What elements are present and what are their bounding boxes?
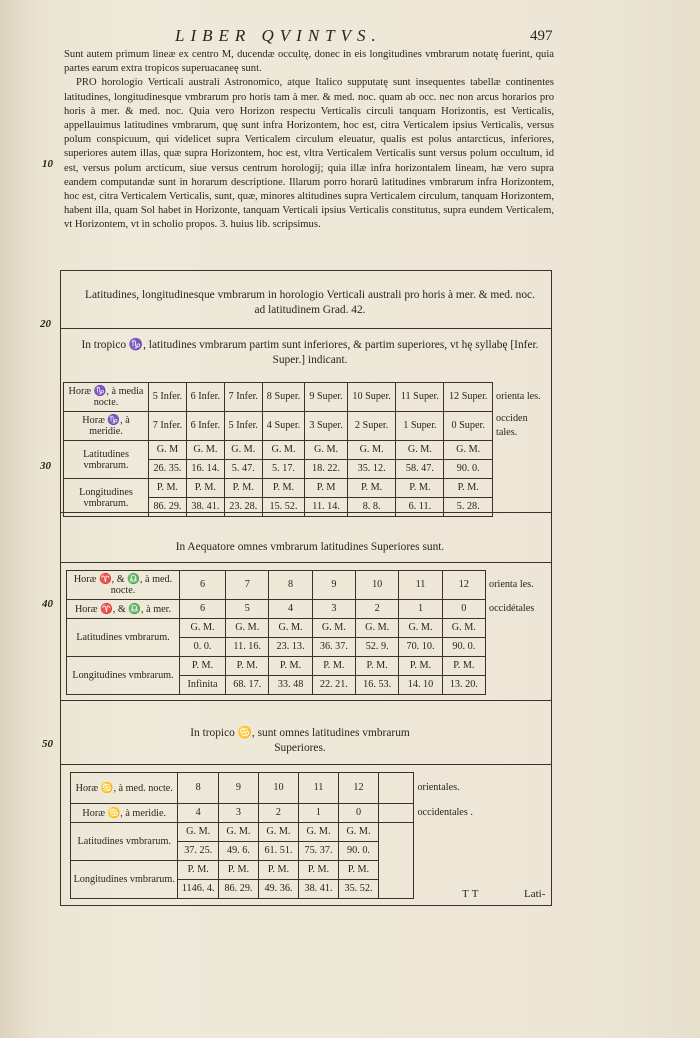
table-cell: G. M. — [305, 441, 348, 460]
table-cell: 6 — [180, 600, 226, 619]
caption-rule-1 — [60, 328, 552, 329]
table-cell: 75. 37. — [298, 842, 338, 861]
table-cell: 10 — [356, 571, 399, 600]
table-cell: 2 — [356, 600, 399, 619]
row-label: Latitudines vmbrarum. — [71, 823, 178, 861]
table-cell: P. M. — [356, 657, 399, 676]
table-cell: G. M. — [312, 619, 355, 638]
table-cell: 3 — [312, 600, 355, 619]
table-cell: 12 — [338, 773, 378, 804]
catchword: Lati- — [524, 888, 546, 900]
table-cell: 10 Super. — [347, 383, 396, 412]
side-blank — [493, 441, 548, 517]
table-cell: 11. 14. — [305, 498, 348, 517]
table-cell: G. M. — [396, 441, 444, 460]
running-title: LIBER QVINTVS. — [175, 26, 382, 45]
row-label: Longitudines vmbrarum. — [67, 657, 180, 695]
table-cell: 86. 29. — [218, 880, 258, 899]
table-cell: G. M. — [338, 823, 378, 842]
table-cell: G. M. — [224, 441, 262, 460]
table-cell: 1 Super. — [396, 412, 444, 441]
table-cell: 1 — [298, 804, 338, 823]
table-cell: 22. 21. — [312, 676, 355, 695]
table-cell: G. M — [149, 441, 187, 460]
table-cell: 6. 11. — [396, 498, 444, 517]
table-cell: P. M. — [262, 479, 305, 498]
table-cell: 12 — [442, 571, 485, 600]
caption-rule-2 — [60, 562, 552, 563]
row-label: Horæ ♋, à meridie. — [71, 804, 178, 823]
table-row — [71, 773, 511, 804]
margin-number-30: 30 — [40, 460, 51, 472]
paragraph-2: PRO horologio Verticali australi Astronomico, atque Italico supputatę sunt insequentes tabellæ continentes latitudines, longitudinesque vmbrarum pro horis tam à mer. & med. noc. quam ab occ. nec non arcus horarios pro horis à mer. & med. noc. Quia vero Horizon respectu Verticalis circuli tanquam Horizontis, est Verticalis, appellauimus latitudines vmbrarum, quę sunt infra Horizontem, hoc est, citra Verticalem ipsius Verticalis, versus polum conspicuum, qui videlicet supra Verticalem circulum eleuatur, qualis est polus antarcticus, inferiores, superiores autem illas, quæ supra Horizontem, hoc est, vltra Verticalem Verticalis sunt versus polum occultum, id est, versus polum arcticum, siue versus centrum horologij; quia illæ infra horizontalem lineam, hæ vero supra eandem computandæ sunt in horarum descriptione. Illarum porro horarũ latitudines vmbrarum infra Horizontem, hoc est, citra Verticalem Verticalis, sunt, quæ, minores altitudines supra Verticalem circulum, tanquam Horizontem, habent illa, quam Sol habet in Horizonte, tanquam Verticali ipsius Verticalis constitutus, supra eundem Verticalem, vt Horizontem, vt in scholio propos. 3. huius lib. scripsimus. — [64, 77, 554, 231]
frame-top-rule — [60, 270, 552, 271]
table-cell: 6 Infer. — [186, 412, 224, 441]
table-cell: 7 Infer. — [149, 412, 187, 441]
side-label-orientales: orienta les. — [496, 391, 541, 402]
table-row — [67, 619, 545, 638]
table-cell: 0 — [442, 600, 485, 619]
side-label-orientales: orienta les. — [489, 579, 534, 590]
table-row — [71, 804, 511, 823]
table-cell: G. M. — [180, 619, 226, 638]
table-cell: 61. 51. — [258, 842, 298, 861]
row-label: Horæ ♈, & ♎, à med. nocte. — [67, 571, 180, 600]
table-cancer — [70, 772, 510, 899]
table-cell: P. M. — [347, 479, 396, 498]
table-cell: 13. 20. — [442, 676, 485, 695]
table-cell: 12 Super. — [444, 383, 493, 412]
table-cell: 23. 28. — [224, 498, 262, 517]
table-cell: 16. 14. — [186, 460, 224, 479]
table-cell: P. M. — [226, 657, 269, 676]
table-cell: P. M. — [396, 479, 444, 498]
margin-number-50: 50 — [42, 738, 53, 750]
table-cell: 86. 29. — [149, 498, 187, 517]
table-cell: 49. 6. — [218, 842, 258, 861]
table-cell: 2 — [258, 804, 298, 823]
caption-capricorn: In tropico ♑, latitudines vmbrarum partim sunt inferiores, & partim superiores, vt hę syllabę [Infer. Super.] indicant. — [81, 339, 539, 366]
table-row — [64, 441, 548, 460]
side-label-occidentales: occiden tales. — [496, 413, 528, 438]
margin-number-10: 10 — [42, 158, 53, 170]
table-cell: G. M. — [186, 441, 224, 460]
table-cell: 10 — [258, 773, 298, 804]
table-row — [67, 657, 545, 676]
table-cell: 4 — [178, 804, 218, 823]
table-cell: 5. 47. — [224, 460, 262, 479]
table-cell: 35. 52. — [338, 880, 378, 899]
row-label: Horæ ♑, à media nocte. — [64, 383, 149, 412]
side-label-occidentales: occidétales — [489, 603, 535, 614]
empty-cell — [379, 773, 414, 804]
table-cell: 7 — [226, 571, 269, 600]
table-cell: 6 — [180, 571, 226, 600]
table-cell: 8. 8. — [347, 498, 396, 517]
table-row — [71, 823, 511, 842]
row-label: Horæ ♈, & ♎, à mer. — [67, 600, 180, 619]
table-cell: 9 Super. — [305, 383, 348, 412]
table-cell: G. M. — [347, 441, 396, 460]
row-label: Horæ ♑, à meridie. — [64, 412, 149, 441]
table-cell: P. M. — [180, 657, 226, 676]
table-cell: 90. 0. — [444, 460, 493, 479]
row-label: Horæ ♋, à med. nocte. — [71, 773, 178, 804]
table-cell: G. M. — [258, 823, 298, 842]
table-row — [64, 412, 548, 441]
table-cell: 1146. 4. — [178, 880, 218, 899]
margin-number-40: 40 — [42, 598, 53, 610]
table-cell: 11 Super. — [396, 383, 444, 412]
table-cell: P. M. — [258, 861, 298, 880]
table-cell: P. M — [305, 479, 348, 498]
table-cell: 3 Super. — [305, 412, 348, 441]
table-cell: 1 — [399, 600, 442, 619]
table2-rule — [60, 700, 552, 701]
table-cell: G. M. — [399, 619, 442, 638]
table-cell: P. M. — [442, 657, 485, 676]
row-label: Longitudines vmbrarum. — [64, 479, 149, 517]
table-cell: P. M. — [338, 861, 378, 880]
table-row — [67, 571, 545, 600]
table-cell: P. M. — [312, 657, 355, 676]
table-cell: 4 Super. — [262, 412, 305, 441]
caption-rule-3 — [60, 764, 552, 765]
table-cell: P. M. — [218, 861, 258, 880]
table-row — [64, 383, 548, 412]
caption-cancer: In tropico ♋, sunt omnes latitudines vmbrarum Superiores. — [190, 727, 410, 754]
table-row — [67, 600, 545, 619]
table-cell: 0. 0. — [180, 638, 226, 657]
table-cell: 70. 10. — [399, 638, 442, 657]
table-cell: 9 — [218, 773, 258, 804]
side-label-occidentales: occidentales . — [417, 807, 473, 818]
row-label: Latitudines vmbrarum. — [64, 441, 149, 479]
table-cell: 5. 17. — [262, 460, 305, 479]
table-cell: 38. 41. — [298, 880, 338, 899]
table-cell: 16. 53. — [356, 676, 399, 695]
table-cell: 38. 41. — [186, 498, 224, 517]
body-text — [64, 48, 554, 233]
table-cell: 35. 12. — [347, 460, 396, 479]
table-cell: P. M. — [298, 861, 338, 880]
table-cell: 18. 22. — [305, 460, 348, 479]
empty-cell — [379, 804, 414, 823]
table-cell: 5. 28. — [444, 498, 493, 517]
table-cell: 5 Infer. — [149, 383, 187, 412]
row-label: Longitudines vmbrarum. — [71, 861, 178, 899]
table-cell: 9 — [312, 571, 355, 600]
table-cell: Infinita — [180, 676, 226, 695]
side-label-orientales: orientales. — [417, 782, 460, 793]
table-cell: 23. 13. — [269, 638, 312, 657]
main-caption: Latitudines, longitudinesque vmbrarum in horologio Verticali australi pro horis à mer. & med. noc. ad latitudinem Grad. 42. — [85, 289, 535, 316]
table-cell: 2 Super. — [347, 412, 396, 441]
frame-bottom-rule — [60, 905, 552, 906]
page-number: 497 — [530, 28, 553, 44]
table-cell: G. M. — [218, 823, 258, 842]
paragraph-1: Sunt autem primum lineæ ex centro M, ducendæ occultę, donec in eis longitudines vmbrarum notatę fuerint, quia partes earum extra tropicos superuacaneę sunt. — [64, 49, 554, 75]
table-cell: 8 Super. — [262, 383, 305, 412]
table-cell: G. M. — [444, 441, 493, 460]
table-cell: 68. 17. — [226, 676, 269, 695]
table-capricorn — [63, 382, 547, 517]
table-cell: G. M. — [298, 823, 338, 842]
table-cell: 11 — [399, 571, 442, 600]
table-aequator — [66, 570, 544, 695]
table-cell: P. M. — [399, 657, 442, 676]
row-label: Latitudines vmbrarum. — [67, 619, 180, 657]
table-cell: 6 Infer. — [186, 383, 224, 412]
table-cell: 7 Infer. — [224, 383, 262, 412]
table-cell: P. M. — [224, 479, 262, 498]
table-cell: 49. 36. — [258, 880, 298, 899]
empty-cell — [379, 823, 414, 899]
table-cell: 26. 35. — [149, 460, 187, 479]
table-cell: 15. 52. — [262, 498, 305, 517]
table-cell: 0 — [338, 804, 378, 823]
table-cell: 58. 47. — [396, 460, 444, 479]
table-cell: 33. 48 — [269, 676, 312, 695]
table-cell: 8 — [269, 571, 312, 600]
table-cell: G. M. — [178, 823, 218, 842]
margin-number-20: 20 — [40, 318, 51, 330]
table-cell: 90. 0. — [338, 842, 378, 861]
signature-mark: TT — [462, 888, 482, 900]
table-cell: G. M. — [356, 619, 399, 638]
table-cell: P. M. — [444, 479, 493, 498]
table-cell: 36. 37. — [312, 638, 355, 657]
table-cell: 37. 25. — [178, 842, 218, 861]
table-cell: 11 — [298, 773, 338, 804]
table-cell: P. M. — [178, 861, 218, 880]
table-cell: 52. 9. — [356, 638, 399, 657]
side-blank — [486, 619, 545, 695]
table-cell: G. M. — [442, 619, 485, 638]
table-cell: P. M. — [149, 479, 187, 498]
table-cell: P. M. — [269, 657, 312, 676]
table-cell: 5 Infer. — [224, 412, 262, 441]
table-cell: 5 — [226, 600, 269, 619]
table-cell: 4 — [269, 600, 312, 619]
caption-aequator: In Aequatore omnes vmbrarum latitudines Superiores sunt. — [175, 541, 445, 553]
table-cell: G. M. — [226, 619, 269, 638]
table-cell: G. M. — [269, 619, 312, 638]
table-cell: P. M. — [186, 479, 224, 498]
table-cell: 14. 10 — [399, 676, 442, 695]
table-cell: G. M. — [262, 441, 305, 460]
table-cell: 90. 0. — [442, 638, 485, 657]
table-cell: 0 Super. — [444, 412, 493, 441]
table-cell: 3 — [218, 804, 258, 823]
table-row — [64, 479, 548, 498]
table-cell: 8 — [178, 773, 218, 804]
table-cell: 11. 16. — [226, 638, 269, 657]
